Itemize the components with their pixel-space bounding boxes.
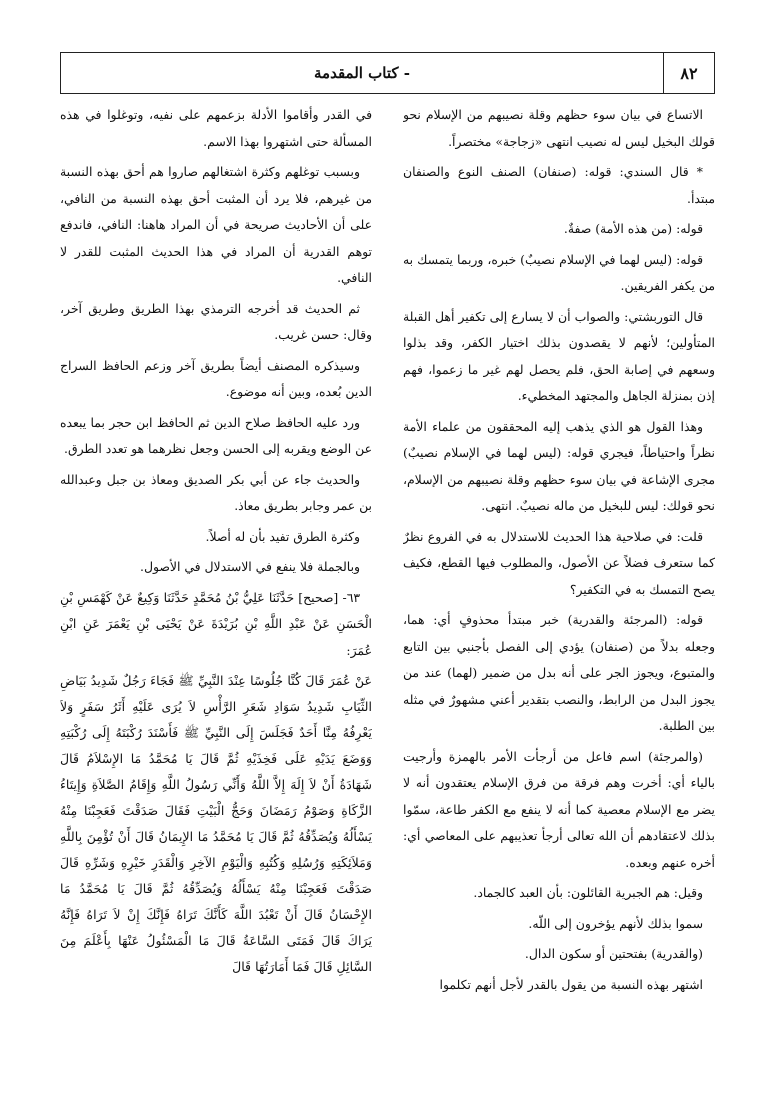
- paragraph: في القدر وأقاموا الأدلة بزعمهم على نفيه، وتوغلوا في هذه المسألة حتى اشتهروا بهذا الاسم.: [60, 107, 372, 149]
- paragraph: وسيذكره المصنف أيضاً بطريق آخر وزعم الحافظ السراج الدين بُعده، وبين أنه موضوع.: [60, 357, 372, 399]
- paragraph: الاتساع في بيان سوء حظهم وقلة نصيبهم من الإسلام نحو قولك البخيل ليس له نصيب انتهى «زجاجة» مختصراً.: [403, 107, 715, 149]
- paragraph: (والمرجئة) اسم فاعل من أرجأت الأمر بالهمزة وأرجيت بالياء أي: أخرت وهم فرقة من فرق الإسلام يعتقدون أنه لا يضر مع الإسلام معصية كما أنه لا ينفع مع الكفر طاعة، سمّوا بذلك لاعتقادهم أن الله تعالى أرجأ تعذيبهم على المعاصي أي: أخره عنهم وبعده.: [403, 748, 715, 870]
- hadith-text: عَنْ عُمَرَ قَالَ كُنَّا جُلُوسًا عِنْدَ النَّبِيِّ ﷺ فَجَاءَ رَجُلٌ شَدِيدُ بَيَاضِ الثِّيَابِ شَدِيدُ سَوَادِ شَعَرِ الرَّأْسِ لاَ يُرَى عَلَيْهِ أَثَرُ سَفَرٍ وَلاَ يَعْرِفُهُ مِنَّا أَحَدٌ فَجَلَسَ إِلَى النَّبِيِّ ﷺ فَأَسْنَدَ رُكْبَتَهُ إِلَى رُكْبَتِهِ وَوَضَعَ يَدَيْهِ عَلَى فَخِذَيْهِ ثُمَّ قَالَ يَا مُحَمَّدُ مَا الإِسْلاَمُ قَالَ شَهَادَةُ أَنْ لاَ إِلَهَ إِلاَّ اللَّهُ وَأَنِّي رَسُولُ اللَّهِ وَإِقَامُ الصَّلاَةِ وَإِيتَاءُ الزَّكَاةِ وَصَوْمُ رَمَضَانَ وَحَجُّ الْبَيْتِ فَقَالَ صَدَقْتَ فَعَجِبْنَا مِنْهُ يَسْأَلُهُ وَيُصَدِّقُهُ ثُمَّ قَالَ يَا مُحَمَّدُ مَا الإِيمَانُ قَالَ أَنْ تُؤْمِنَ بِاللَّهِ وَمَلاَئِكَتِهِ وَرُسُلِهِ وَكُتُبِهِ وَالْيَوْمِ الآخِرِ وَالْقَدَرِ خَيْرِهِ وَشَرِّهِ قَالَ صَدَقْتَ فَعَجِبْنَا مِنْهُ يَسْأَلُهُ وَيُصَدِّقُهُ ثُمَّ قَالَ يَا مُحَمَّدُ مَا الإِحْسَانُ قَالَ أَنْ تَعْبُدَ اللَّهَ كَأَنَّكَ تَرَاهُ فَإِنَّكَ إِنْ لاَ تَرَاهُ فَإِنَّهُ يَرَاكَ قَالَ فَمَتَى السَّاعَةُ قَالَ مَا الْمَسْئُولُ عَنْهَا بِأَعْلَمَ مِنَ السَّائِلِ قَالَ فَمَا أَمَارَتُهَا قَالَ: [60, 673, 372, 974]
- paragraph: سموا بذلك لأنهم يؤخرون إلى اللّه.: [528, 915, 703, 931]
- paragraph: والحديث جاء عن أبي بكر الصديق ومعاذ بن جبل وعبدالله بن عمر وجابر بطريق معاذ.: [60, 471, 372, 513]
- book-section-title: - كتاب المقدمة: [314, 64, 410, 82]
- paragraph: ورد عليه الحافظ صلاح الدين ثم الحافظ ابن حجر بما يبعده عن الوضع ويقربه إلى الحسن وجعل نظرهما هو تعدد الطرق.: [60, 414, 372, 456]
- paragraph: وبالجملة فلا ينفع في الاستدلال في الأصول.: [140, 559, 360, 574]
- paragraph: وكثرة الطرق تفيد بأن له أصلاً.: [205, 528, 360, 544]
- paragraph: قوله: (ليس لهما في الإسلام نصيبٌ) خبره، وربما يتمسك به من يكفر الفريقين.: [403, 251, 715, 293]
- left-column: [60, 102, 372, 1092]
- page-header: [60, 52, 715, 94]
- paragraph: قوله: (من هذه الأمة) صفةٌ.: [563, 221, 703, 236]
- paragraph: (والقدرية) بفتحتين أو سكون الدال.: [524, 946, 703, 961]
- paragraph: * قال السندي: قوله: (صنفان) الصنف النوع والصنفان مبتدأ.: [403, 164, 715, 206]
- text-columns: [60, 102, 715, 1092]
- page-number: ٨٢: [663, 53, 714, 93]
- paragraph: وبسبب توغلهم وكثرة اشتغالهم صاروا هم أحق بهذه النسبة من غيرهم، فلا يرد أن المثبت أحق بهذه النسبة من النافي، على أن الأحاديث صريحة في أن المراد هاهنا: النافي، فاندفع توهم القدرية أن المراد في هذا الحديث المثبت للقدر لا النافي.: [60, 164, 372, 285]
- paragraph: قال التوربشتي: والصواب أن لا يسارع إلى تكفير أهل القبلة المتأولين؛ لأنهم لا يقصدون بذلك اختيار الكفر، وقد بذلوا وسعهم في إصابة الحق، فلم يحصل لهم غير ما زعموا، فهم إذن بمنزلة الجاهل والمجتهد المخطيء.: [403, 308, 715, 403]
- paragraph: وهذا القول هو الذي يذهب إليه المحققون من علماء الأمة نظراً واحتياطاً، فيجري قوله: (ليس لهما في الإسلام نصيبٌ) مجرى الإشاعة في بيان سوء حظهم وقلة نصيبهم من الإسلام، نحو قولك: ليس للبخيل من ماله نصيبٌ. انتهى.: [403, 418, 715, 513]
- paragraph: قوله: (المرجئة والقدرية) خبر مبتدأ محذوفٍ أي: هما، وجعله بدلاً من (صنفان) يؤدي إلى الفصل بأجنبي بين التابع والمتبوع، ويجوز الجر على أنه بدل من ضمير (لهما) عند من يجوز البدل من الرابط، والنصب بتقدير أعني مشهورٌ في مثله بين الطلبة.: [403, 612, 715, 733]
- paragraph: ثم الحديث قد أخرجه الترمذي بهذا الطريق وطريق آخر، وقال: حسن غريب.: [60, 300, 372, 342]
- paragraph: وقيل: هم الجبرية القائلون: بأن العبد كالجماد.: [473, 885, 703, 900]
- paragraph: اشتهر بهذه النسبة من يقول بالقدر لأجل أنهم تكلموا: [439, 976, 703, 992]
- hadith-isnad: ٦٣- [صحيح] حَدَّثَنَا عَلِيُّ بْنُ مُحَمَّدٍ حَدَّثَنَا وَكِيعٌ عَنْ كَهْمَسِ بْنِ الْحَسَنِ عَنْ عَبْدِ اللَّهِ بْنِ بُرَيْدَةَ عَنْ يَحْيَى بْنِ يَعْمَرَ عَنِ ابْنِ عُمَرَ:: [60, 589, 372, 658]
- right-column: [403, 102, 715, 1092]
- paragraph: قلت: في صلاحية هذا الحديث للاستدلال به في الفروع نظرٌ كما ستعرف فضلاً عن الأصول، والمطلوب فيها القطع، فكيف يصح التمسك به في التكفير؟: [403, 528, 715, 597]
